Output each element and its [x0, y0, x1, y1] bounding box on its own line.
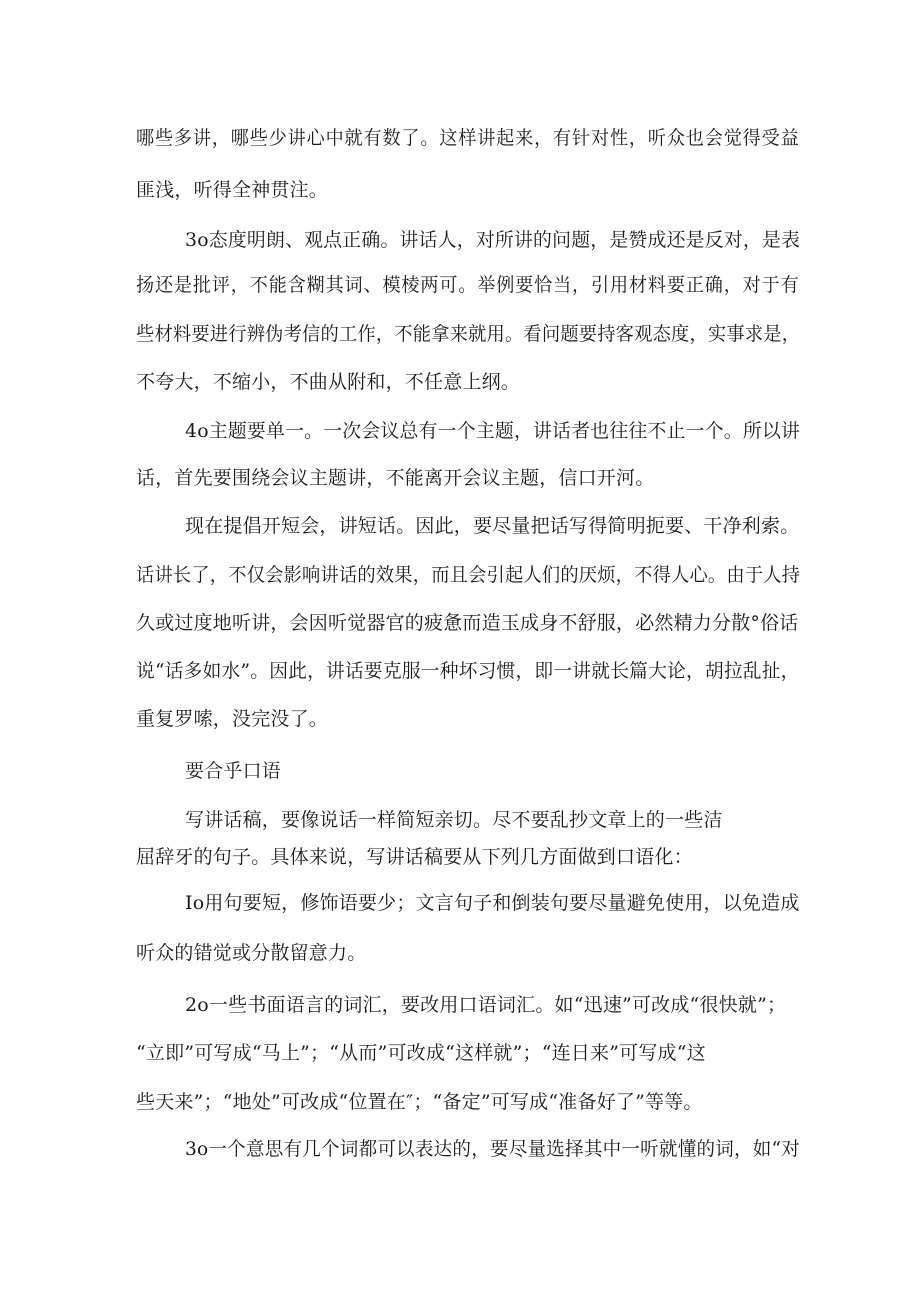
text-line: “立即”可写成“马上”；“从而”可改成“这样就”；“连日来”可写成“这 [136, 1042, 706, 1064]
text-line: 久或过度地听讲，会因听觉器官的疲惫而造玉成身不舒服，必然精力分散°俗话 [136, 612, 799, 634]
text-line: 些天来”；“地处”可改成“位置在″；“备定”可写成“准备好了”等等。 [136, 1091, 703, 1113]
text-line: 重复罗嗦，没完没了。 [136, 708, 329, 730]
text-line: 不夸大，不缩小，不曲从附和，不任意上纲。 [136, 371, 521, 393]
text-line: 些材料要进行辨伪考信的工作，不能拿来就用。看问题要持客观态度，实事求是， [136, 323, 801, 345]
text-line: 话，首先要围绕会议主题讲，不能离开会议主题，信口开河。 [136, 467, 655, 489]
text-line: 扬还是批评，不能含糊其词、模棱两可。举例要恰当，引用材料要正确，对于有 [136, 274, 800, 296]
text-line: Io用句要短，修饰语要少；文言句子和倒装句要尽量避免使用，以免造成 [185, 892, 800, 914]
text-line: 3o一个意思有几个词都可以表达的，要尽量选择其中一听就懂的词，如“对 [185, 1138, 801, 1160]
text-line: 听众的错觉或分散留意力。 [136, 942, 367, 964]
section-heading: 要合乎口语 [185, 760, 282, 782]
text-line: 写讲话稿，要像说话一样简短亲切。尽不要乱抄文章上的一些洁 [185, 809, 723, 831]
text-line: 3o态度明朗、观点正确。讲话人，对所讲的问题，是赞成还是反对，是表 [185, 229, 801, 251]
text-line: 匪浅，听得全神贯注。 [136, 179, 329, 201]
text-line: 2o一些书面语言的词汇，要改用口语词汇。如“迅速”可改成“很快就”； [185, 994, 787, 1016]
text-line: 话讲长了，不仅会影响讲话的效果，而且会引起人们的厌烦，不得人心。由于人持 [136, 564, 801, 586]
text-line: 现在提倡开短会，讲短话。因此，要尽量把话写得简明扼要、干净利索。 [185, 515, 800, 537]
text-line: 哪些多讲，哪些少讲心中就有数了。这样讲起来，有针对性，听众也会觉得受益 [136, 127, 800, 149]
text-line: 说“话多如水”。因此，讲话要克服一种坏习惯，即一讲就长篇大论，胡拉乱扯， [136, 660, 800, 682]
text-line: 屈辞牙的句子。具体来说，写讲话稿要从下列几方面做到口语化： [136, 846, 693, 868]
text-line: 4o主题要单一。一次会议总有一个主题，讲话者也往往不止一个。所以讲 [185, 420, 801, 442]
